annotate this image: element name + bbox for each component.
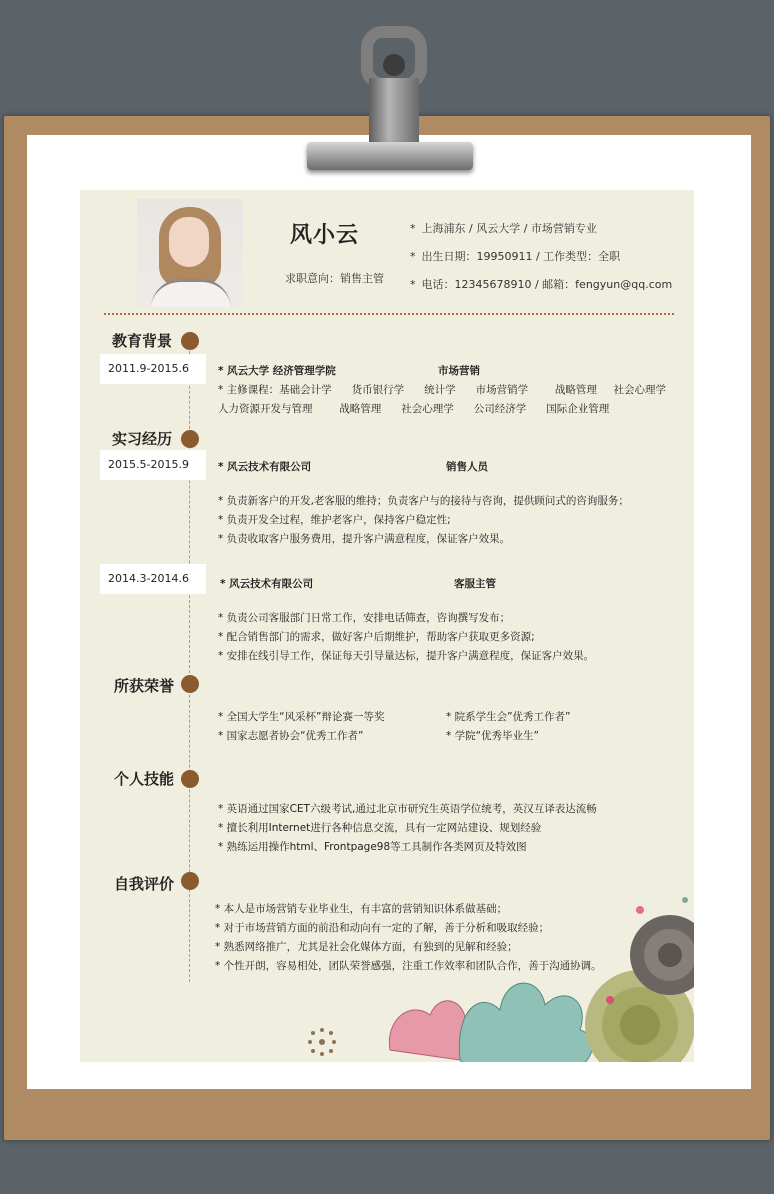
job-duty: * 负责开发全过程，维护老客户，保持客户稳定性;: [218, 514, 451, 526]
header-divider: [104, 313, 674, 315]
skill-item: * 擅长利用Internet进行各种信息交流，具有一定网站建设、规划经验: [218, 822, 542, 834]
profile-photo: [137, 199, 243, 307]
section-title-self: 自我评价: [114, 875, 175, 893]
info-line: * 出生日期：19950911 / 工作类型：全职: [410, 250, 621, 263]
info-line: * 上海浦东 / 风云大学 / 市场营销专业: [410, 222, 597, 235]
job-duty: * 配合销售部门的需求，做好客户后期维护，帮助客户获取更多资源;: [218, 631, 535, 643]
edu-school: * 风云大学 经济管理学院: [218, 365, 336, 377]
job-role: 销售人员: [446, 461, 488, 473]
job-duty: * 负责公司客服部门日常工作，安排电话筛查，咨询撰写发布；: [218, 612, 511, 624]
profile-name: 风小云: [290, 223, 360, 248]
decor-dot: [636, 906, 644, 914]
section-title-honors: 所获荣誉: [114, 677, 175, 695]
timeline-dot: [181, 332, 199, 350]
timeline-dot: [181, 872, 199, 890]
self-item: * 对于市场营销方面的前沿和动向有一定的了解，善于分析和吸取经验；: [215, 922, 550, 934]
honor-item: * 全国大学生“风采杯”辩论赛一等奖: [218, 711, 385, 723]
floral-decoration: [380, 880, 694, 1062]
job-duty: * 负责收取客户服务费用，提升客户满意程度，保证客户效果。: [218, 533, 511, 545]
self-item: * 熟悉网络推广，尤其是社会化媒体方面，有独到的见解和经验；: [215, 941, 518, 953]
timeline-dot: [181, 430, 199, 448]
job-company: * 风云技术有限公司: [218, 461, 312, 473]
date-label: 2014.3-2014.6: [100, 564, 206, 594]
dot-burst-decoration: [305, 1025, 339, 1059]
binder-clip: [307, 26, 473, 176]
timeline-dot: [181, 675, 199, 693]
date-label: 2011.9-2015.6: [100, 354, 206, 384]
decor-dot: [682, 897, 688, 903]
self-item: * 个性开朗，容易相处，团队荣誉感强，注重工作效率和团队合作，善于沟通协调。: [215, 960, 602, 972]
resume: [80, 190, 694, 1062]
self-item: * 本人是市场营销专业毕业生，有丰富的营销知识体系做基础；: [215, 903, 508, 915]
honor-item: * 院系学生会”优秀工作者”: [446, 711, 571, 723]
honor-item: * 学院“优秀毕业生”: [446, 730, 539, 742]
job-intent: 求职意向：销售主管: [285, 272, 384, 285]
job-duty: * 安排在线引导工作，保证每天引导量达标，提升客户满意程度，保证客户效果。: [218, 650, 595, 662]
skill-item: * 英语通过国家CET六级考试,通过北京市研究生英语学位统考，英汉互译表达流畅: [218, 803, 597, 815]
section-title-education: 教育背景: [112, 332, 173, 350]
section-title-skills: 个人技能: [114, 770, 175, 788]
skill-item: * 熟练运用操作html、Frontpage98等工具制作各类网页及特效图: [218, 841, 527, 853]
section-title-internship: 实习经历: [112, 430, 173, 448]
timeline-dot: [181, 770, 199, 788]
edu-courses: * 主修课程：基础会计学 货币银行学 统计学 市场营销学 战略管理 社会心理学: [218, 384, 667, 396]
job-duty: * 负责新客户的开发,老客服的维持；负责客户与的接待与咨询，提供顾问式的咨询服务；: [218, 495, 629, 507]
edu-courses: 人力资源开发与管理 战略管理 社会心理学 公司经济学 国际企业管理: [218, 403, 610, 415]
date-label: 2015.5-2015.9: [100, 450, 206, 480]
decor-dot: [606, 996, 614, 1004]
job-company: * 风云技术有限公司: [220, 578, 314, 590]
succulent-teal: [459, 983, 592, 1062]
edu-major: 市场营销: [438, 365, 480, 377]
honor-item: * 国家志愿者协会“优秀工作者”: [218, 730, 364, 742]
job-role: 客服主管: [454, 578, 496, 590]
info-line: * 电话：12345678910 / 邮箱：fengyun@qq.com: [410, 278, 673, 291]
